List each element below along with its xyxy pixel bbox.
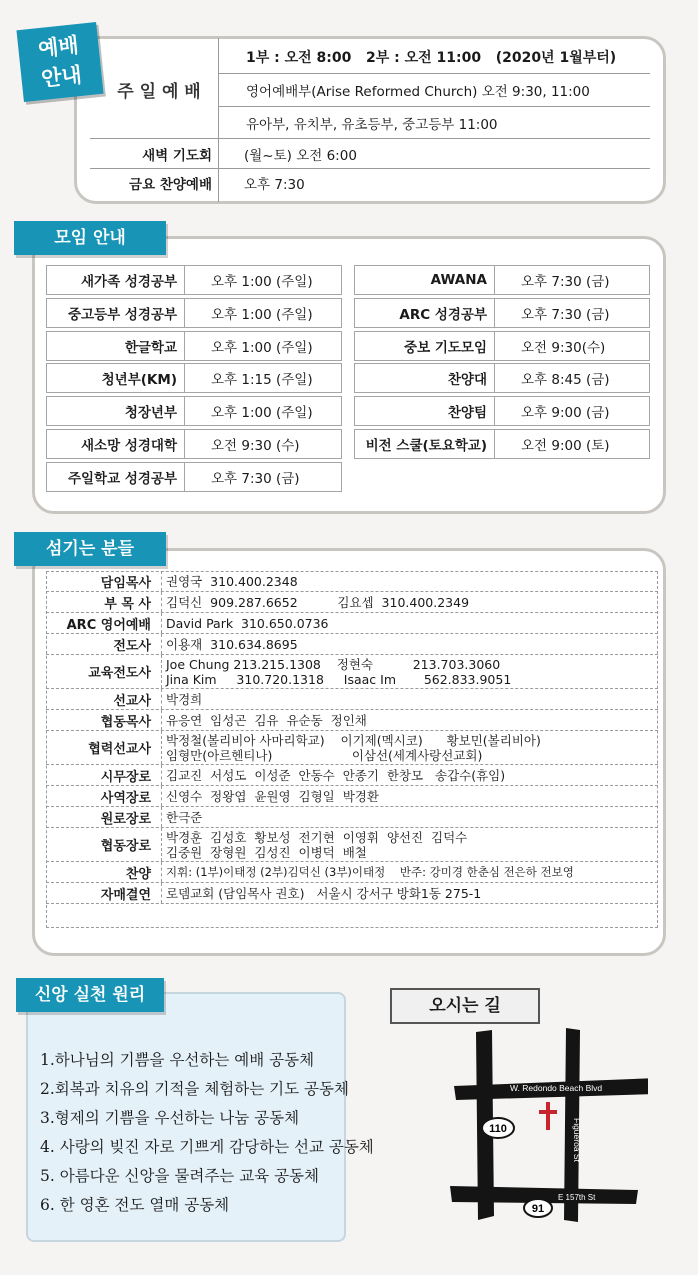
friday-worship-time: 오후 7:30 [244,177,305,193]
staff-names [166,765,654,785]
meeting-name: 청장년부 [47,397,185,425]
meeting-row [46,363,342,393]
staff-line: 박정철(볼리비아 사마리학교) 이기제(멕시코) 황보민(볼리비아) [166,732,541,748]
meeting-row [354,331,650,361]
meeting-name: 새소망 성경대학 [47,430,185,458]
staff-role: 시무장로 [46,765,162,785]
meeting-row [46,331,342,361]
meeting-name: 찬양대 [355,364,495,392]
staff-row [46,786,658,807]
meeting-time: 오전 9:00 (토) [521,438,610,454]
staff-row [46,731,658,765]
meeting-time: 오후 1:00 (주일) [211,339,313,356]
friday-worship-label: 금요 찬양예배 [129,177,212,193]
meeting-row [46,298,342,328]
meeting-time: 오후 9:00 (금) [521,405,610,422]
dawn-prayer-time: (월~토) 오전 6:00 [244,147,357,164]
staff-row [46,828,658,862]
principle-item-1: 1.하나님의 기쁨을 우선하는 예배 공동체 [40,1051,315,1069]
meeting-name: 청년부(KM) [47,364,185,392]
meeting-time: 오후 7:30 (금) [521,306,610,323]
map-label-redondo: W. Redondo Beach Blvd [510,1083,603,1093]
staff-names [166,786,654,806]
staff-names [166,883,654,903]
staff-role: 원로장로 [46,807,162,827]
staff-row [46,883,658,904]
staff-names [166,613,654,633]
staff-line: David Park 310.650.0736 [166,615,329,631]
staff-row [46,862,658,883]
staff-names [166,592,654,612]
staff-row [46,689,658,710]
principle-item-2: 2.회복과 치유의 기적을 체험하는 기도 공동체 [40,1080,349,1098]
worship-badge [16,22,103,102]
map-label-157th: E 157th St [558,1193,596,1202]
meeting-name: 찬양팀 [355,397,495,425]
staff-role: 사역장로 [46,786,162,806]
staff-line: 권영국 310.400.2348 [166,573,298,589]
meeting-name: 중보 기도모임 [355,332,495,360]
meeting-time: 오후 1:00 (주일) [211,306,313,323]
staff-tag: 섬기는 분들 [14,532,166,566]
meeting-row [354,396,650,426]
staff-role: 교육전도사 [46,655,162,688]
worship-badge-line1: 예배 [36,33,80,62]
staff-line: 신영수 정왕엽 윤원영 김형일 박경환 [166,788,379,804]
staff-names [166,731,654,764]
english-service: 영어예배부(Arise Reformed Church) 오전 9:30, 11:00 [246,84,590,100]
staff-row [46,592,658,613]
staff-row [46,765,658,786]
staff-line: 박경희 [166,691,203,707]
meeting-name: 주일학교 성경공부 [47,463,185,491]
meeting-row [46,396,342,426]
staff-role: 협동목사 [46,710,162,730]
staff-line: Jina Kim 310.720.1318 Isaac Im 562.833.9051 [166,671,512,687]
principle-item-5: 5. 아름다운 신앙을 물려주는 교육 공동체 [40,1167,319,1185]
staff-role: 선교사 [46,689,162,709]
meeting-row [46,429,342,459]
staff-row [46,571,658,592]
meetings-tag: 모임 안내 [14,221,166,255]
staff-line: 로뎀교회 (담임목사 권호) 서울시 강서구 방화1동 275-1 [166,885,482,901]
meeting-row [354,265,650,295]
meeting-time: 오후 7:30 (금) [211,470,300,487]
map-label-figueroa: Figueroa St [572,1118,582,1162]
staff-role: 협력선교사 [46,731,162,764]
meeting-row [354,429,650,459]
staff-role: ARC 영어예배 [46,613,162,633]
staff-line: 이용재 310.634.8695 [166,636,298,652]
staff-line: 지휘: (1부)이태정 (2부)김덕신 (3부)이태정 반주: 강미경 한춘심 전은하 전보영 [166,864,574,879]
staff-role: 전도사 [46,634,162,654]
staff-line: 김교진 서성도 이성준 안동수 안종기 한창모 송갑수(휴임) [166,767,506,783]
map-shield-91-label: 91 [531,1203,545,1215]
staff-row [46,655,658,689]
staff-names [166,634,654,654]
staff-line: 박경훈 김성호 황보성 전기현 이영휘 양선진 김덕수 [166,829,468,845]
staff-role: 자매결연 [46,883,162,903]
staff-line: 김중원 장형원 김성진 이병덕 배철 [166,844,367,860]
meeting-time: 오전 9:30(수) [521,339,606,356]
staff-names [166,807,654,827]
principles-tag: 신앙 실천 원리 [16,978,164,1012]
meeting-time: 오후 1:00 (주일) [211,274,313,290]
meeting-row [46,265,342,295]
meeting-time: 오후 7:30 (금) [521,274,610,290]
worship-badge-line2: 안내 [40,62,83,91]
staff-row [46,807,658,828]
staff-row [46,710,658,731]
meeting-time: 오전 9:30 (수) [211,438,300,454]
meeting-name: AWANA [355,266,495,294]
meeting-name: 비전 스쿨(토요학교) [355,430,495,458]
principle-item-6: 6. 한 영혼 전도 열매 공동체 [40,1196,230,1214]
dawn-prayer-label: 새벽 기도회 [142,147,212,164]
location-map [448,1026,648,1226]
staff-names [166,862,654,882]
staff-role: 담임목사 [46,571,162,591]
staff-role: 부 목 사 [46,592,162,612]
map-title: 오시는 길 [390,988,540,1024]
meeting-time: 오후 1:00 (주일) [211,405,313,422]
staff-names [166,689,654,709]
staff-line: 김덕신 909.287.6652 김요셉 310.400.2349 [166,594,470,610]
meeting-time: 오후 8:45 (금) [521,372,610,389]
staff-role: 협동장로 [46,828,162,861]
principle-item-3: 3.형제의 기쁨을 우선하는 나눔 공동체 [40,1109,300,1127]
staff-line: 한극준 [166,809,203,825]
sunday-services: 1부 : 오전 8:00 2부 : 오전 11:00 (2020년 1월부터) [246,49,617,66]
staff-row [46,634,658,655]
youth-service: 유아부, 유치부, 유초등부, 중고등부 11:00 [246,116,498,133]
meeting-time: 오후 1:15 (주일) [211,372,313,389]
meeting-name: 한글학교 [47,332,185,360]
principle-item-4: 4. 사랑의 빚진 자로 기쁘게 감당하는 선교 공동체 [40,1138,374,1156]
staff-line: 유응연 임성곤 김유 유순동 정인채 [166,712,367,728]
map-shield-110-label: 110 [489,1123,507,1135]
staff-names [166,710,654,730]
staff-names [166,571,654,591]
meeting-name: 중고등부 성경공부 [47,299,185,327]
staff-names [166,828,654,861]
staff-row [46,613,658,634]
staff-names [166,655,654,688]
meeting-row [46,462,342,492]
church-cross-icon [539,1102,557,1130]
staff-line: Joe Chung 213.215.1308 정현숙 213.703.3060 [166,656,501,672]
staff-line: 임형만(아르헨티나) 이삼선(세계사랑선교회) [166,747,483,763]
meeting-row [354,298,650,328]
meeting-name: 새가족 성경공부 [47,266,185,294]
meeting-name: ARC 성경공부 [355,299,495,327]
staff-role: 찬양 [46,862,162,882]
meeting-row [354,363,650,393]
sunday-worship-label: 주 일 예 배 [117,81,201,102]
